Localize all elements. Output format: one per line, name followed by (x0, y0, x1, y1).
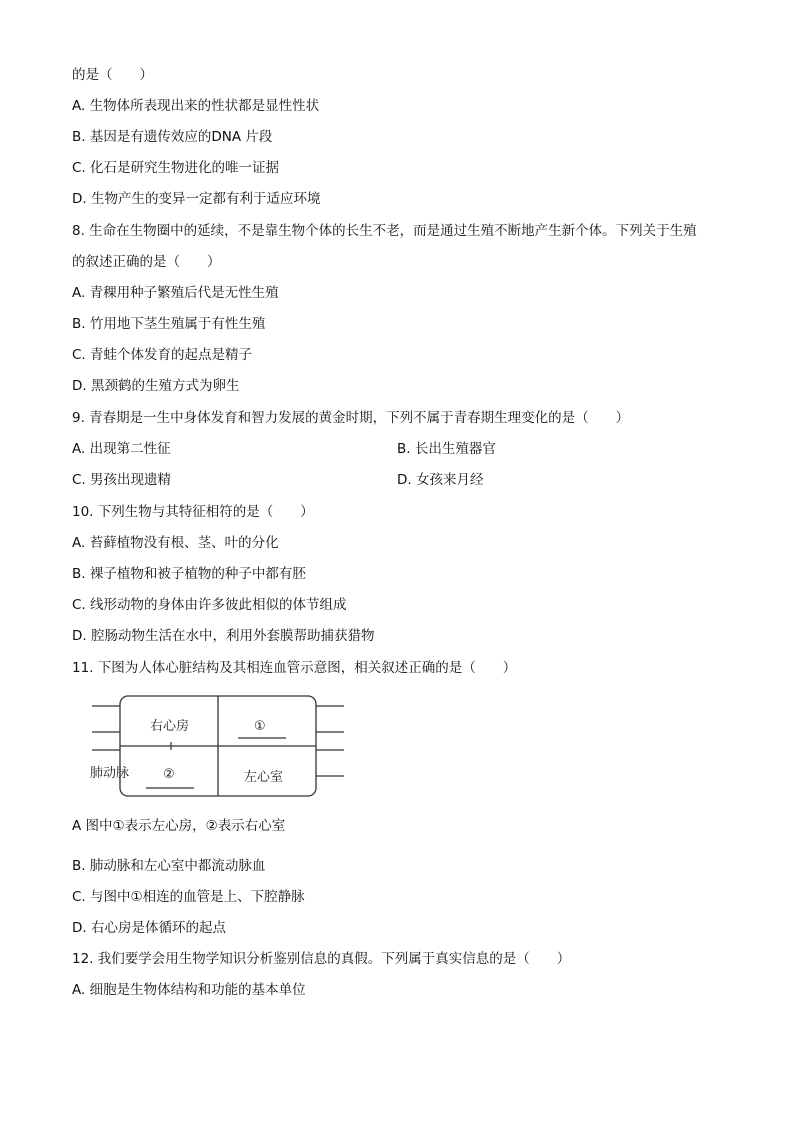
q8-option-a: A. 青稞用种子繁殖后代是无性生殖 (72, 285, 279, 301)
label-mark-1: ① (254, 719, 266, 734)
q10-option-c: C. 线形动物的身体由许多彼此相似的体节组成 (72, 597, 347, 613)
heart-diagram (88, 692, 350, 800)
q12-option-a: A. 细胞是生物体结构和功能的基本单位 (72, 982, 306, 998)
q8-stem: 8. 生命在生物圈中的延续，不是靠生物个体的长生不老，而是通过生殖不断地产生新个体。下列关于生殖 (72, 223, 697, 239)
q7-stem-tail: 的是（ ） (72, 67, 153, 83)
q11-stem: 11. 下图为人体心脏结构及其相连血管示意图，相关叙述正确的是（ ） (72, 660, 517, 676)
q8-stem-cont: 的叙述正确的是（ ） (72, 254, 221, 270)
q10-option-d: D. 腔肠动物生活在水中，利用外套膜帮助捕获猎物 (72, 628, 375, 644)
q10-stem: 10. 下列生物与其特征相符的是（ ） (72, 504, 314, 520)
heart-diagram-svg (88, 692, 350, 800)
q12-stem: 12. 我们要学会用生物学知识分析鉴别信息的真假。下列属于真实信息的是（ ） (72, 951, 571, 967)
q8-option-b: B. 竹用地下茎生殖属于有性生殖 (72, 316, 266, 332)
q9-option-b: B. 长出生殖器官 (397, 441, 496, 457)
q8-option-c: C. 青蛙个体发育的起点是精子 (72, 347, 253, 363)
q9-option-a: A. 出现第二性征 (72, 441, 171, 457)
label-left-ventricle: 左心室 (244, 770, 284, 785)
q9-stem: 9. 青春期是一生中身体发育和智力发展的黄金时期，下列不属于青春期生理变化的是（ ） (72, 410, 630, 426)
q11-option-d: D. 右心房是体循环的起点 (72, 920, 226, 936)
q7-option-d: D. 生物产生的变异一定都有利于适应环境 (72, 191, 321, 207)
q11-option-b: B. 肺动脉和左心室中都流动脉血 (72, 858, 266, 874)
q11-option-a: A 图中①表示左心房，②表示右心室 (72, 818, 286, 834)
q7-option-c: C. 化石是研究生物进化的唯一证据 (72, 160, 280, 176)
q9-option-c: C. 男孩出现遗精 (72, 472, 172, 488)
label-mark-2: ② (163, 767, 175, 782)
label-right-atrium: 右心房 (150, 719, 190, 734)
q11-option-c: C. 与图中①相连的血管是上、下腔静脉 (72, 889, 305, 905)
label-pulmonary-artery: 肺动脉 (90, 766, 130, 781)
q10-option-a: A. 苔藓植物没有根、茎、叶的分化 (72, 535, 279, 551)
q8-option-d: D. 黑颈鹤的生殖方式为卵生 (72, 378, 240, 394)
q7-option-a: A. 生物体所表现出来的性状都是显性性状 (72, 98, 320, 114)
q7-option-b: B. 基因是有遗传效应的DNA 片段 (72, 129, 273, 145)
q10-option-b: B. 裸子植物和被子植物的种子中都有胚 (72, 566, 306, 582)
q9-option-d: D. 女孩来月经 (397, 472, 484, 488)
